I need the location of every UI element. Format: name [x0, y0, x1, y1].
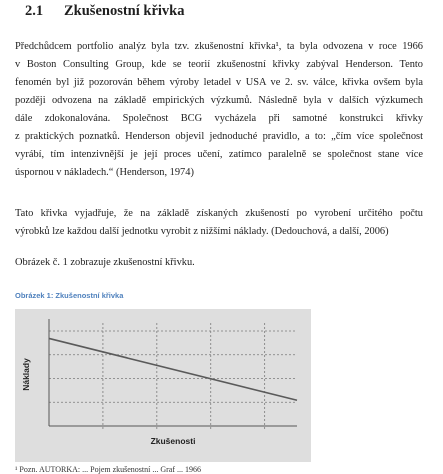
paragraph1-line: později odvozena na základě empirických výzkumů. Následně byla v dalších výzkumech — [15, 95, 423, 106]
experience-curve-figure — [15, 309, 311, 462]
paragraph2-line: výrobků lze každou další jednotku vyrobit z nižšími náklady. (Dedouchová, a další, 2006) — [15, 226, 389, 237]
paragraph1-line: Předchůdcem portfolio analýz byla tzv. zkušenostní křivka¹, ta byla odvozena v roce 1966 — [15, 41, 423, 52]
paragraph1-line: z praktických poznatků. Henderson objevil jednoduché pravidlo, a to: „čím více společnost — [15, 131, 423, 142]
paragraph1-line: vyrábí, tím intenzivnější je její proces učení, zatímco paralelně se společnost stane více — [15, 149, 423, 160]
paragraph1-line: dále zdokonalována. Společnost BCG vycházela při samotné konstrukci křivky — [15, 113, 423, 124]
paragraph1-line: fenomén byl již pozorován během výroby letadel v USA ve 2. sv. válce, křivka ovšem byla — [15, 77, 423, 88]
x-axis-label: Zkušenosti — [150, 436, 196, 446]
figure-caption: Obrázek 1: Zkušenostní křivka — [15, 291, 124, 300]
paragraph1-line: v Boston Consulting Group, kde se teorií zkušenostní křivky zabýval Henderson. Tento — [15, 59, 423, 70]
section-title: Zkušenostní křivka — [64, 3, 185, 19]
figure-reference: Obrázek č. 1 zobrazuje zkušenostní křivku. — [15, 257, 195, 268]
y-axis-label: Náklady — [21, 358, 31, 391]
footnote-fragment: ¹ Pozn. AUTORKA: ... Pojem zkušenostní ... Graf ... 1966 — [15, 465, 202, 474]
paragraph1-line: úspornou v nákladech.“ (Henderson, 1974) — [15, 167, 194, 178]
experience-curve-chart — [15, 309, 311, 462]
section-number: 2.1 — [25, 3, 44, 19]
paragraph2-line: Tato křivka vyjadřuje, že na základě získaných zkušeností po vyrobení určitého počtu — [15, 208, 423, 219]
section-heading — [25, 3, 184, 20]
